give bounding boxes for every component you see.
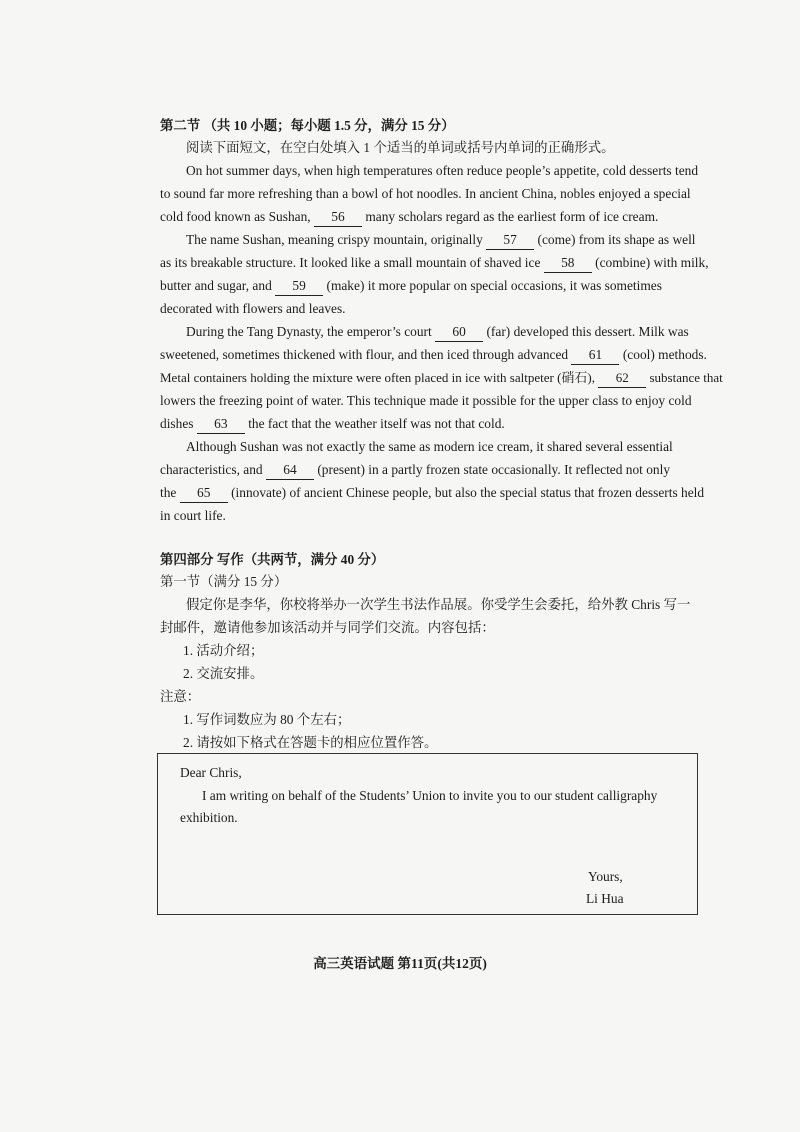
passage-line [160, 484, 704, 503]
passage-text: the fact that the weather itself was not that cold. [248, 416, 505, 431]
section-instruction: 阅读下面短文，在空白处填入 1 个适当的单词或括号内单词的正确形式。 [186, 140, 615, 155]
blank-56[interactable]: 56 [314, 208, 362, 227]
passage-text: (far) developed this dessert. Milk was [486, 324, 689, 339]
passage-text: Metal containers holding the mixture were often placed in ice with saltpeter (硝石), [160, 370, 595, 385]
letter-body-line: exhibition. [180, 810, 238, 825]
passage-text: (present) in a partly frozen state occasionally. It reflected not only [317, 462, 671, 477]
passage-text: The name Sushan, meaning crispy mountain, originally [186, 232, 483, 247]
passage-text: (come) from its shape as well [537, 232, 696, 247]
passage-line: to sound far more refreshing than a bowl of hot noodles. In ancient China, nobles enjoyed a special [160, 186, 691, 201]
blank-57[interactable]: 57 [486, 231, 534, 250]
passage-line [186, 231, 696, 250]
passage-text: characteristics, and [160, 462, 263, 477]
passage-text: cold food known as Sushan, [160, 209, 311, 224]
passage-line: Although Sushan was not exactly the same as modern ice cream, it shared several essential [186, 439, 673, 454]
passage-text: (combine) with milk, [595, 255, 709, 270]
blank-62[interactable]: 62 [598, 369, 646, 388]
passage-line [186, 323, 689, 342]
passage-line [160, 254, 709, 273]
blank-60[interactable]: 60 [435, 323, 483, 342]
passage-text: many scholars regard as the earliest form of ice cream. [365, 209, 659, 224]
note-item: 1. 写作词数应为 80 个左右； [183, 712, 351, 727]
blank-59[interactable]: 59 [275, 277, 323, 296]
passage-line: decorated with flowers and leaves. [160, 301, 346, 316]
passage-line [160, 277, 662, 296]
passage-line: lowers the freezing point of water. This technique made it possible for the upper class to enjoy cold [160, 393, 692, 408]
passage-text: substance that [649, 370, 723, 385]
letter-signature: Li Hua [586, 891, 624, 906]
passage-line [160, 415, 505, 434]
passage-text: During the Tang Dynasty, the emperor’s court [186, 324, 432, 339]
passage-text: (innovate) of ancient Chinese people, but also the special status that frozen desserts held [231, 485, 705, 500]
blank-58[interactable]: 58 [544, 254, 592, 273]
passage-text: (make) it more popular on special occasions, it was sometimes [326, 278, 662, 293]
passage-line [160, 208, 658, 227]
passage-text: the [160, 485, 177, 500]
writing-prompt-line: 封邮件，邀请他参加该活动并与同学们交流。内容包括： [160, 620, 495, 635]
content-item: 2. 交流安排。 [183, 666, 264, 681]
blank-64[interactable]: 64 [266, 461, 314, 480]
passage-text: butter and sugar, and [160, 278, 272, 293]
letter-body-line: I am writing on behalf of the Students’ Union to invite you to our student calligraphy [202, 788, 658, 803]
sub-section-header: 第一节（满分 15 分） [160, 574, 288, 589]
passage-line: On hot summer days, when high temperatures often reduce people’s appetite, cold desserts tend [186, 163, 699, 178]
passage-text: sweetened, sometimes thickened with flour, and then iced through advanced [160, 347, 569, 362]
passage-line: in court life. [160, 508, 226, 523]
section-header: 第二节 （共 10 小题；每小题 1.5 分，满分 15 分） [160, 118, 455, 133]
blank-65[interactable]: 65 [180, 484, 228, 503]
letter-closing: Yours, [588, 869, 623, 884]
blank-61[interactable]: 61 [571, 346, 619, 365]
writing-prompt-line: 假定你是李华，你校将举办一次学生书法作品展。你受学生会委托，给外教 Chris 写一 [186, 597, 691, 612]
passage-line [160, 346, 707, 365]
part-four-header: 第四部分 写作（共两节，满分 40 分） [160, 552, 385, 567]
page-footer: 高三英语试题 第11页(共12页) [313, 956, 487, 971]
note-item: 2. 请按如下格式在答题卡的相应位置作答。 [183, 735, 438, 750]
blank-63[interactable]: 63 [197, 415, 245, 434]
passage-line [160, 461, 670, 480]
passage-text: dishes [160, 416, 194, 431]
passage-text: (cool) methods. [622, 347, 707, 362]
letter-greeting: Dear Chris, [180, 765, 242, 780]
content-item: 1. 活动介绍； [183, 643, 264, 658]
passage-line [160, 369, 723, 388]
passage-text: as its breakable structure. It looked like a small mountain of shaved ice [160, 255, 541, 270]
notes-label: 注意： [160, 689, 201, 704]
